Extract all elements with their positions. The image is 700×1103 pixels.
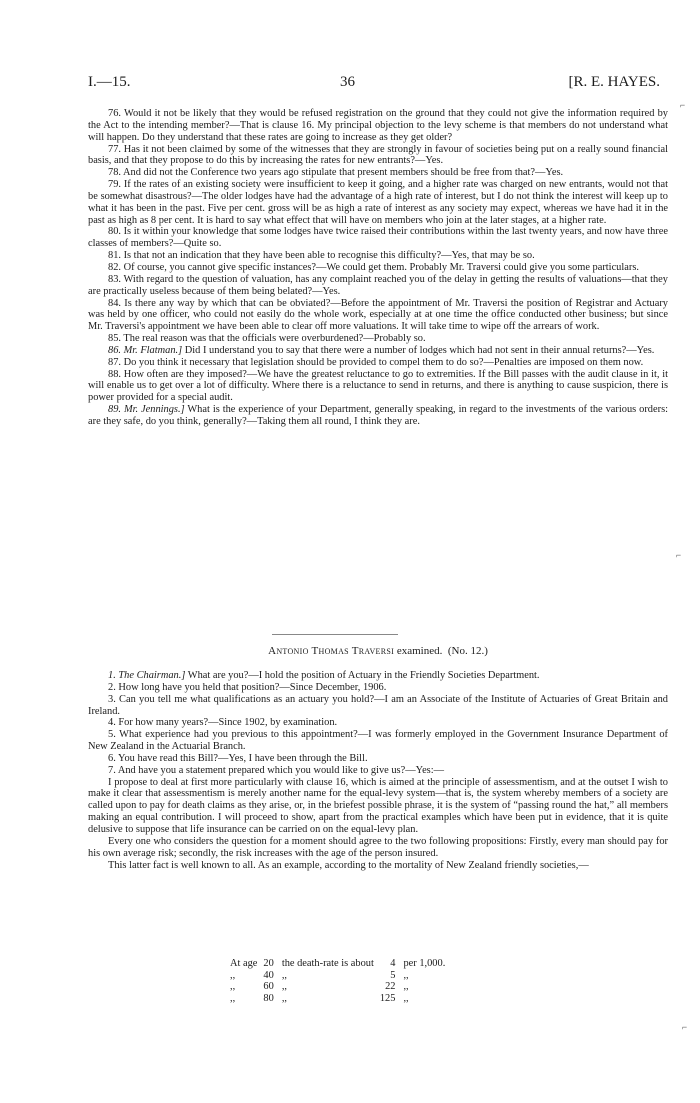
mortality-cell: 5 xyxy=(390,969,396,981)
mortality-row xyxy=(230,958,451,970)
mortality-cell: 22 xyxy=(385,981,396,993)
page-number: 36 xyxy=(340,74,355,90)
mortality-cell: ,, xyxy=(403,992,409,1004)
paragraph-text: 85. The real reason was that the officials were overburdened?—Probably so. xyxy=(108,333,426,345)
mortality-cell: the death-rate is about xyxy=(281,958,374,969)
paragraph xyxy=(88,179,668,226)
paragraph xyxy=(88,836,668,860)
paragraph-text: 7. And have you a statement prepared which you would like to give us?—Yes:— xyxy=(108,764,444,776)
witness-name-header: [R. E. HAYES. xyxy=(568,74,660,90)
mortality-cell: ,, xyxy=(281,981,288,993)
paragraph-text: 84. Is there any way by which that can be obviated?—Before the appointment of Mr. Traversi the position of Registrar and Actuary was held by one officer, who could not easily do the whole work, especially at at one time the office conducted other business; but since Mr. Traversi's appointment we have been able to clear off more valuations. It will take time to wipe off the arrears of work. xyxy=(88,297,668,333)
mortality-row xyxy=(230,993,451,1005)
paragraph-text: 3. Can you tell me what qualifications as an actuary you hold?—I am an Associate of the Institute of Actuaries of Great Britain and Ireland. xyxy=(88,693,668,717)
paragraph xyxy=(88,717,668,729)
paragraph-text: 2. How long have you held that position?—Since December, 1906. xyxy=(108,681,387,693)
paragraph-text: 76. Would it not be likely that they would be refused registration on the ground that they could not give the information required by the Act to the intending member?—That is clause 16. My principal objection to the levy scheme is that members do not understand what will happen. Do they understand that these rates are going to increase as they get older? xyxy=(88,108,668,143)
paragraph xyxy=(88,167,668,179)
paragraph xyxy=(88,262,668,274)
testimony-section-hayes xyxy=(88,108,668,428)
mortality-cell: ,, xyxy=(403,981,409,993)
paragraph xyxy=(88,274,668,298)
paragraph-text: What are you?—I hold the position of Actuary in the Friendly Societies Department. xyxy=(185,670,540,681)
paragraph-text: What is the experience of your Department, generally speaking, in regard to the investments of the various orders: are they safe, do you think, generally?—Taking them all round, I think they are. xyxy=(88,404,668,427)
mortality-cell: 80 xyxy=(263,992,274,1004)
paragraph xyxy=(88,250,668,262)
paragraph xyxy=(88,777,668,836)
paragraph-text: 88. How often are they imposed?—We have the greatest reluctance to go to extremities. If the Bill passes with the audit clause in it, it will enable us to get over a lot of difficulty. Where there is a reluctance to send in returns, and there is anything to cause suspicion, there is power provided for a special audit. xyxy=(88,368,668,404)
mortality-cell: 60 xyxy=(263,981,274,993)
paragraph xyxy=(88,860,668,872)
mortality-row xyxy=(230,970,451,982)
paragraph xyxy=(88,144,668,168)
mortality-cell: 20 xyxy=(263,958,274,969)
witness-name: Antonio Thomas Traversi xyxy=(268,645,395,657)
paragraph-text: 82. Of course, you cannot give specific instances?—We could get them. Probably Mr. Traversi could give you some particulars. xyxy=(108,261,639,273)
margin-mark: ⌐ xyxy=(682,1022,688,1032)
mortality-cell: ,, xyxy=(281,969,288,981)
mortality-cell: ,, xyxy=(230,969,236,981)
paragraph xyxy=(88,682,668,694)
paragraph-text: 80. Is it within your knowledge that some lodges have twice raised their contributions within the last twenty years, and now have three classes of members?—Quite so. xyxy=(88,226,668,250)
paragraph-text: 4. For how many years?—Since 1902, by examination. xyxy=(108,717,338,729)
paragraph-text: 6. You have read this Bill?—Yes, I have been through the Bill. xyxy=(108,752,368,764)
paragraph-text: 87. Do you think it necessary that legislation should be provided to compel them to do so?—Penalties are imposed on them now. xyxy=(108,356,644,368)
paragraph-text: I propose to deal at first more particularly with clause 16, which is aimed at the principle of assessmentism, and at the outset I wish to make it clear that assessmentism is merely another name for the equal-levy system—that is, the system whereby members of a society are called upon to pay for death claims as they arise, or, in the briefest possible phrase, it is the system of “passing round the hat,” all members making an equal contribution. I will proceed to show, apart from the practical examples which have been put in evidence, that it is quite delusive to suppose that life insurance can be carried on on the equal-levy plan. xyxy=(88,776,668,835)
witness-number: (No. 12.) xyxy=(447,645,488,657)
witness-heading xyxy=(88,645,668,657)
paragraph xyxy=(88,298,668,334)
mortality-cell: ,, xyxy=(230,981,236,993)
paragraph xyxy=(88,345,668,357)
paragraph xyxy=(88,729,668,753)
speaker-label: 86. Mr. Flatman.] xyxy=(108,344,183,356)
mortality-cell: per 1,000. xyxy=(403,958,446,969)
paragraph xyxy=(88,369,668,405)
mortality-cell: ,, xyxy=(230,992,236,1004)
mortality-cell: At age xyxy=(230,958,258,969)
paragraph-text: 78. And did not the Conference two years ago stipulate that present members should be free from that?—Yes. xyxy=(108,167,564,179)
paragraph xyxy=(88,333,668,345)
paragraph xyxy=(88,357,668,369)
paragraph-text: Did I understand you to say that there were a number of lodges which had not sent in their annual returns?—Yes. xyxy=(182,344,655,356)
paragraph xyxy=(88,670,668,682)
testimony-section-traversi xyxy=(88,670,668,871)
paragraph-text: This latter fact is well known to all. As an example, according to the mortality of New Zealand friendly societies,— xyxy=(108,859,589,871)
margin-mark: ⌐ xyxy=(680,100,686,110)
paragraph xyxy=(88,753,668,765)
report-number: I.—15. xyxy=(88,74,131,90)
paragraph-text: Every one who considers the question for a moment should agree to the two following propositions: Firstly, every man should pay for his own average risk; secondly, the risk increases with the age of the person insured. xyxy=(88,835,668,859)
paragraph xyxy=(88,226,668,250)
paragraph-text: 83. With regard to the question of valuation, has any complaint reached you of the delay in getting the results of valuations—that they are practically useless because of them being belated?—Yes. xyxy=(88,273,668,297)
paragraph xyxy=(88,108,668,144)
mortality-cell: ,, xyxy=(281,992,288,1004)
mortality-cell: 40 xyxy=(263,969,274,981)
speaker-label: 89. Mr. Jennings.] xyxy=(108,404,185,416)
paragraph-text: 5. What experience had you previous to this appointment?—I was formerly employed in the Government Insurance Department of New Zealand in the Actuarial Branch. xyxy=(88,729,668,753)
mortality-row xyxy=(230,981,451,993)
section-divider xyxy=(272,634,398,635)
paragraph xyxy=(88,765,668,777)
mortality-cell: ,, xyxy=(403,969,409,981)
margin-mark: ⌐ xyxy=(676,550,682,560)
speaker-label: 1. The Chairman.] xyxy=(108,670,186,681)
paragraph xyxy=(88,404,668,428)
paragraph-text: 79. If the rates of an existing society were insufficient to keep it going, and a higher rate was charged on new entrants, would not that be somewhat disastrous?—The older lodges have had the advantage of a high rate of interest, but I do not think the interest will keep up to what it has been in the past. Five per cent. gross will be as high a rate of interest as any society may expect, whereas we have had it in the past as high as 8 per cent. It is hard to say what effect that will have on members who join at the later stages, at a higher rate. xyxy=(88,179,668,226)
paragraph-text: 77. Has it not been claimed by some of the witnesses that they are strongly in favour of societies being put on a really sound financial basis, and that they propose to do this by increasing the rates for new entrants?—Yes. xyxy=(88,143,668,167)
witness-examined: examined. xyxy=(396,645,443,657)
paragraph xyxy=(88,694,668,718)
mortality-cell: 4 xyxy=(390,958,396,969)
mortality-table xyxy=(230,958,451,1004)
paragraph-text: 81. Is that not an indication that they have been able to recognise this difficulty?—Yes, that may be so. xyxy=(108,250,535,262)
mortality-cell: 125 xyxy=(379,992,396,1004)
